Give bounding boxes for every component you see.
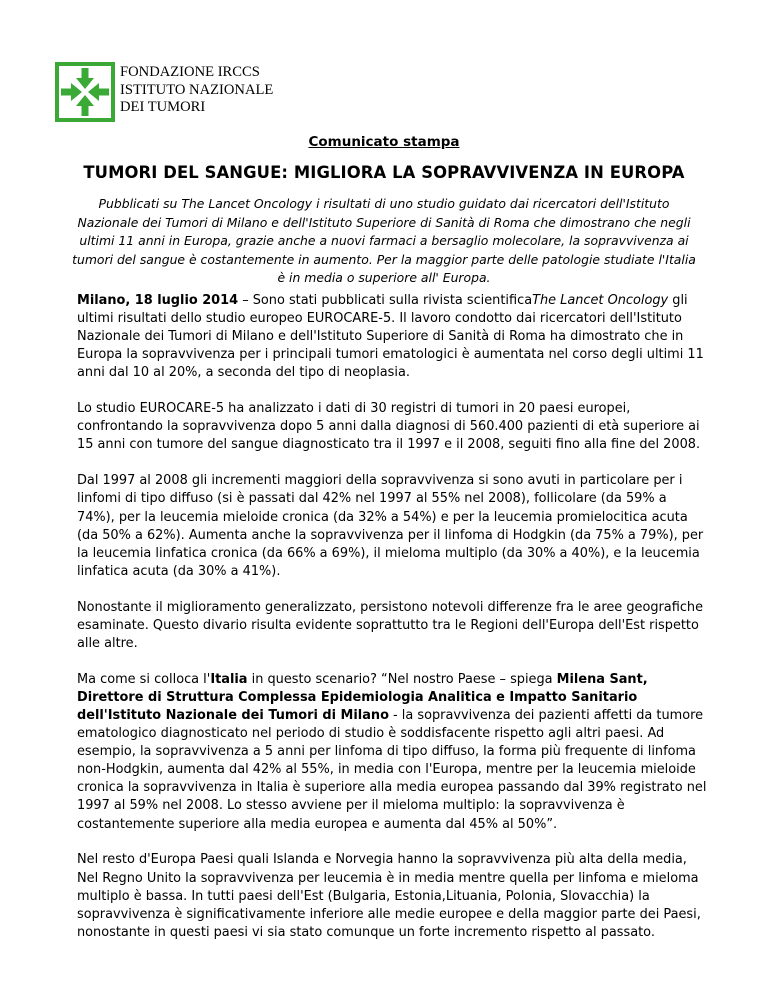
dateline: Milano, 18 luglio 2014 — [77, 293, 239, 308]
paragraph-1-text-a: – Sono stati pubblicati sulla rivista scientifica — [238, 293, 533, 308]
institute-logo-icon — [55, 62, 115, 122]
speaker-name: Milena Sant, Direttore di Struttura Complessa Epidemiologia Analitica e Impatto Sanitario dell'Istituto Nazionale dei Tumori di Milano — [77, 671, 648, 723]
press-release-label-row — [0, 134, 768, 150]
org-line-2: ISTITUTO NAZIONALE — [120, 81, 274, 98]
org-line-3: DEI TUMORI — [120, 99, 206, 115]
italia-bold: Italia — [210, 671, 248, 687]
paragraph-3: Dal 1997 al 2008 gli incrementi maggiori della sopravvivenza si sono avuti in particolare per i linfomi di tipo diffuso (si è passati dal 42% nel 1997 al 55% nel 2008), follicolare (da 59% a 74%), per la leucemia mieloide cronica (da 32% a 54%) e per la leucemia promielocitica acuta (da 50% a 62%). Aumenta anche la sopravvivenza per il linfoma di Hodgkin (da 75% a 79%), per la leucemia linfatica cronica (da 66% a 69%), il mieloma multiplo (da 30% a 40%), e la leucemia linfatica acuta (da 30% a 41%). — [77, 473, 704, 579]
journal-name: The Lancet Oncology — [532, 293, 669, 308]
press-release-label: Comunicato stampa — [308, 134, 460, 150]
article-body — [77, 292, 707, 960]
paragraph-5-text-c: - la sopravvivenza dei pazienti affetti da tumore ematologico diagnosticato nel periodo di studio è soddisfacente rispetto agli altri paesi. Ad esempio, la sopravvivenza a 5 anni per linfoma di tipo diffuso, la forma più frequente di linfoma non-Hodgkin, aumenta dal 42% al 55%, in media con l'Europa, mentre per la leucemia mieloide cronica la sopravvivenza in Italia è superiore alla media europea passando dal 39% registrato nel 1997 al 59% nel 2008. Lo stesso avviene per il mieloma multiplo: la sopravvivenza è costantemente superiore alla media europea e aumenta dal 45% al 50%”. — [77, 707, 707, 832]
lead-paragraph: Pubblicati su The Lancet Oncology i risultati di uno studio guidato dai ricercatori dell'Istituto Nazionale dei Tumori di Milano e dell'Istituto Superiore di Sanità di Roma che dimostrano che negli ultimi 11 anni in Europa, grazie anche a nuovi farmaci a bersaglio molecolare, la sopravvivenza ai tumori del sangue è costantemente in aumento. Per la maggior parte delle patologie studiate l'Italia è in media o superiore all' Europa. — [72, 196, 696, 286]
headline: TUMORI DEL SANGUE: MIGLIORA LA SOPRAVVIVENZA IN EUROPA — [83, 163, 685, 182]
paragraph-1 — [77, 292, 707, 382]
paragraph-5 — [77, 671, 707, 834]
paragraph-5-text-b: in questo scenario? “Nel nostro Paese – spiega — [247, 671, 557, 687]
paragraph-6: Nel resto d'Europa Paesi quali Islanda e Norvegia hanno la sopravvivenza più alta della media, Nel Regno Unito la sopravvivenza per leucemia è in media mentre quella per linfoma e mieloma multiplo è bassa. In tutti paesi dell'Est (Bulgaria, Estonia,Lituania, Polonia, Slovacchia) la sopravvivenza è significativamente inferiore alle medie europee e della maggior parte dei Paesi, nonostante in questi paesi vi sia stato comunque un forte incremento rispetto al passato. — [77, 852, 701, 940]
paragraph-1-text-b: gli ultimi risultati dello studio europeo EUROCARE-5. Il lavoro condotto dai ricercatori dell'Istituto Nazionale dei Tumori di Milano e dell'Istituto Superiore di Sanità di Roma ha dimostrato che in Europa la sopravvivenza per i principali tumori ematologici è aumentata nel corso degli ultimi 11 anni dal 10 al 20%, a seconda del tipo di neoplasia. — [77, 293, 704, 381]
paragraph-4: Nonostante il miglioramento generalizzato, persistono notevoli differenze fra le aree geografiche esaminate. Questo divario risulta evidente soprattutto tra le Regioni dell'Europa dell'Est rispetto alle altre. — [77, 599, 704, 651]
paragraph-2: Lo studio EUROCARE-5 ha analizzato i dati di 30 registri di tumori in 20 paesi europei, confrontando la sopravvivenza dopo 5 anni dalla diagnosi di 560.400 pazienti di età superiore ai 15 anni con tumore del sangue diagnosticato tra il 1997 e il 2008, seguiti fino alla fine del 2008. — [77, 401, 701, 453]
paragraph-5-text-a: Ma come si colloca l' — [77, 671, 211, 687]
organization-name — [120, 64, 273, 117]
org-line-1: FONDAZIONE IRCCS — [120, 64, 260, 80]
